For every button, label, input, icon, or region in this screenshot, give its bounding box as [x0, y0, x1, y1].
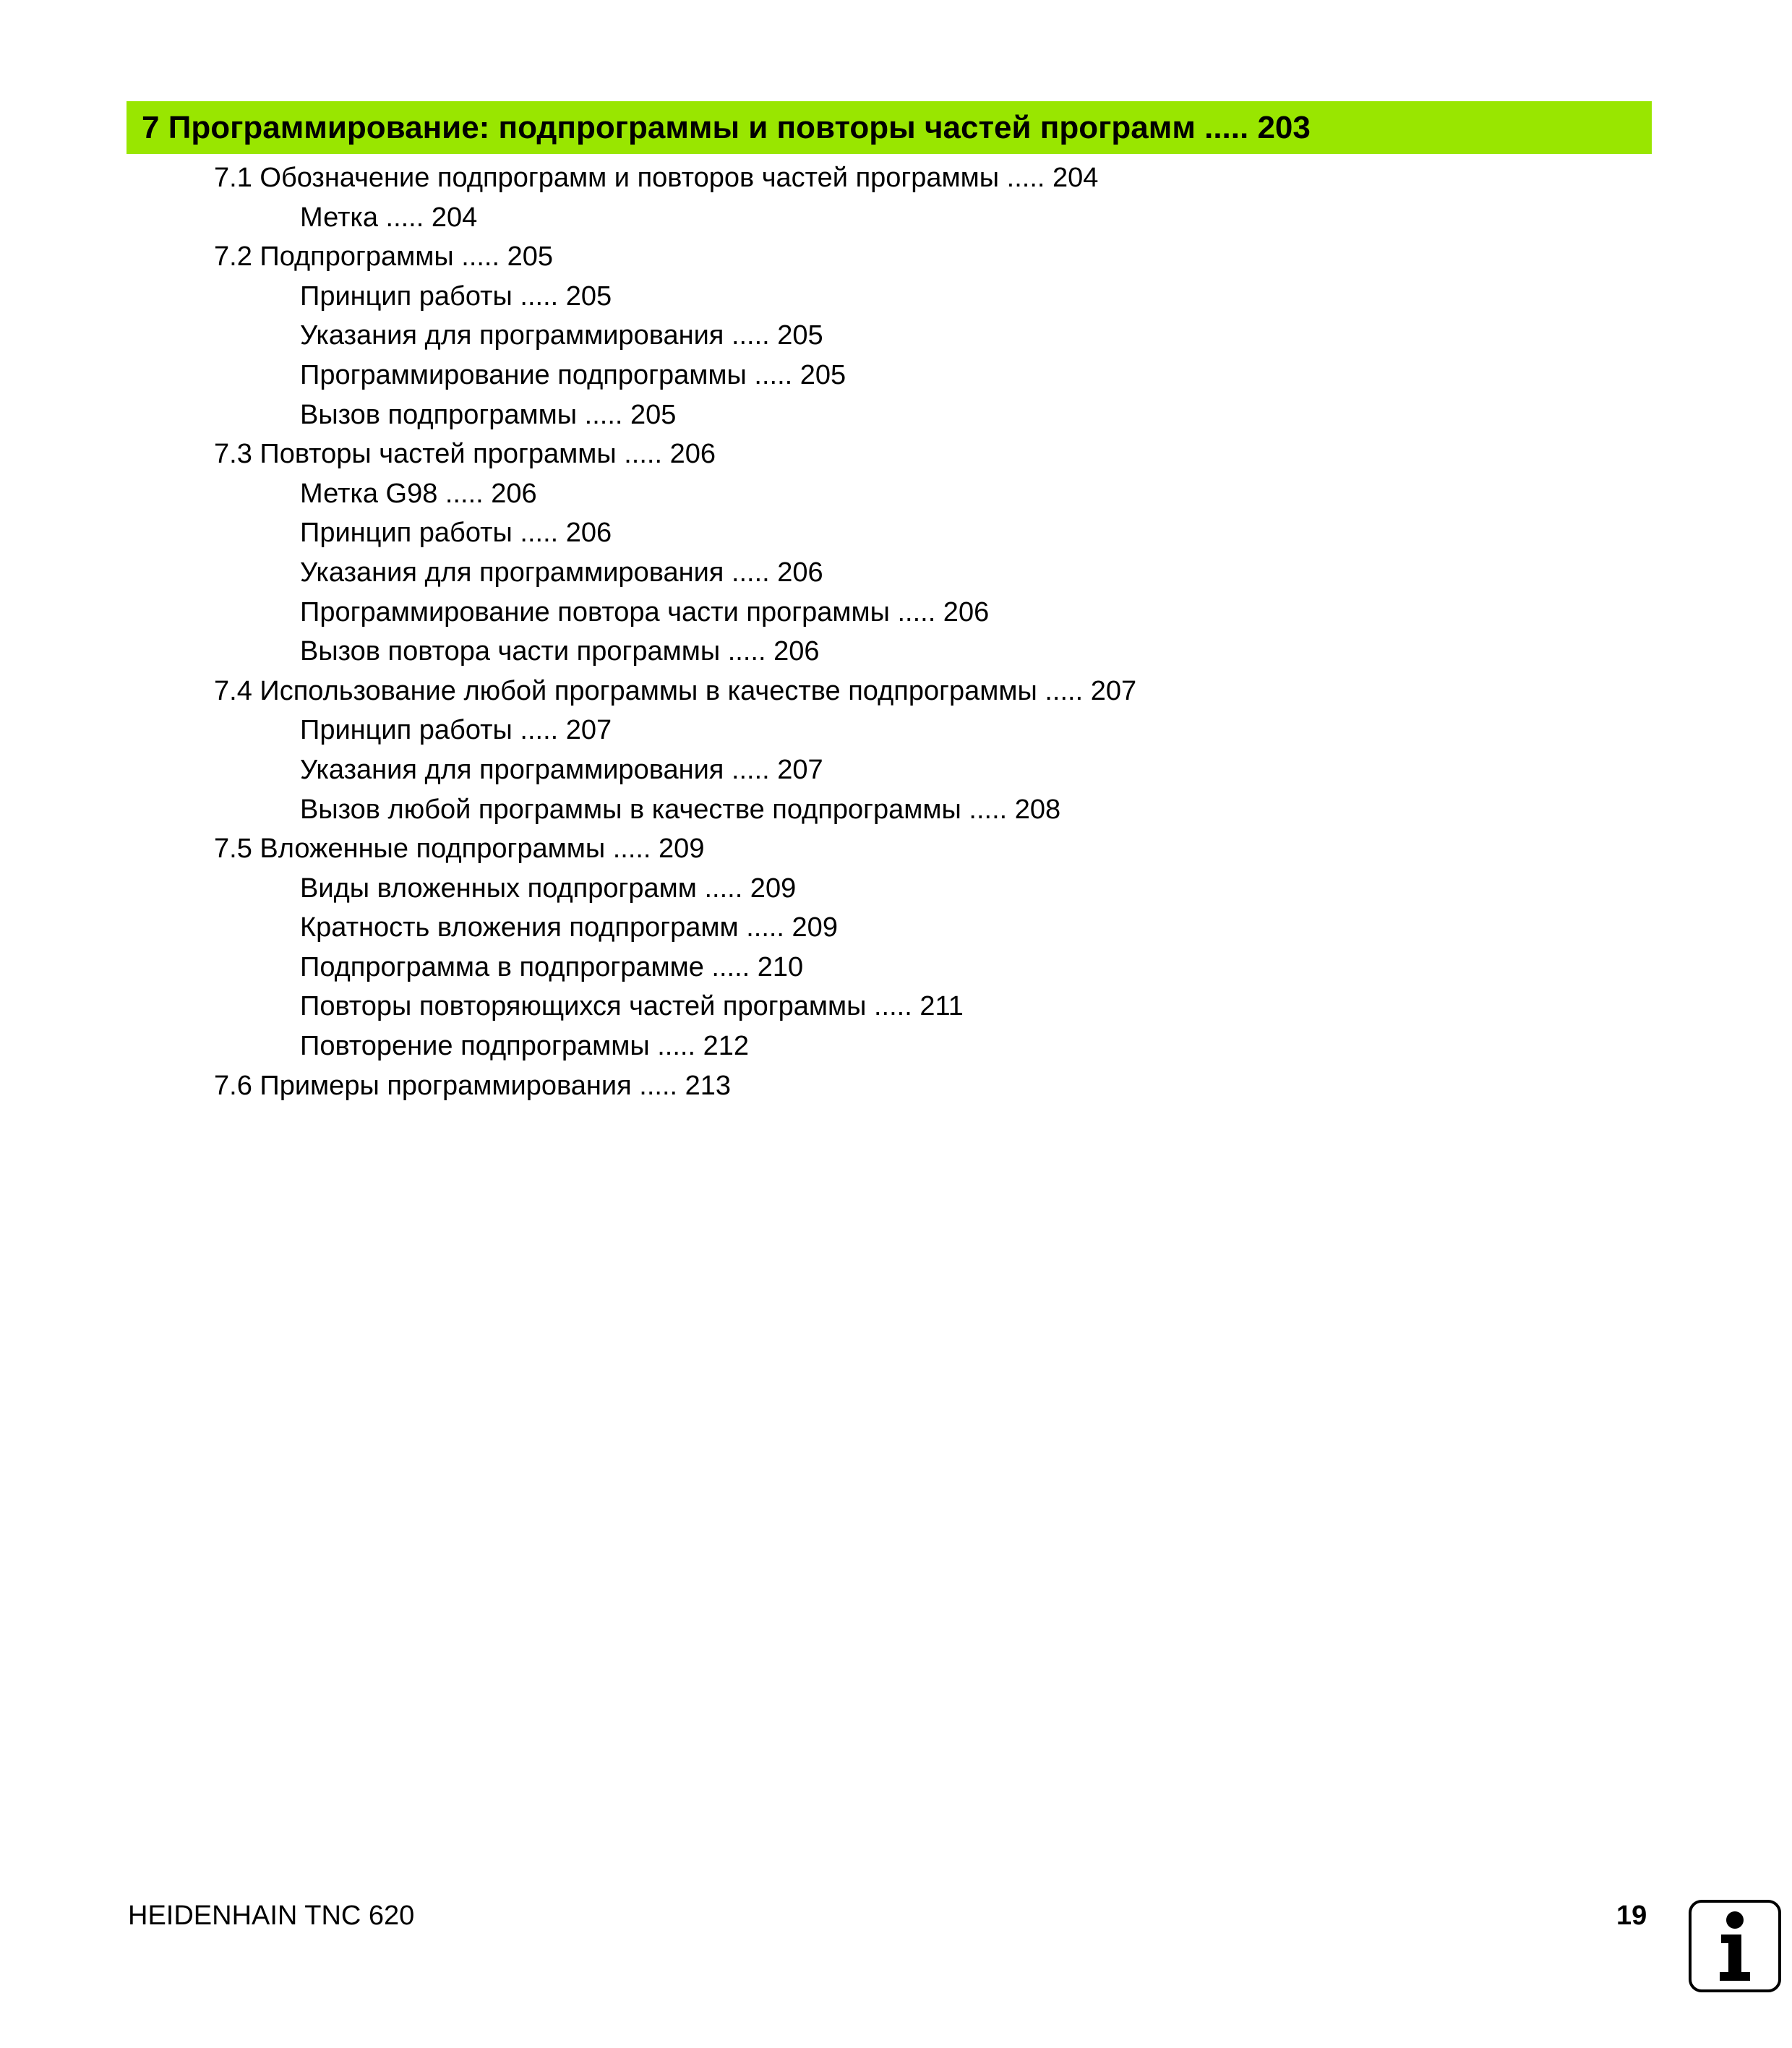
toc-subsection-entry[interactable]: Программирование подпрограммы ..... 205	[300, 359, 846, 390]
toc-section-entry[interactable]: 7.5 Вложенные подпрограммы ..... 209	[214, 834, 705, 865]
toc-subsection-entry[interactable]: Указания для программирования ..... 206	[300, 557, 823, 588]
toc-subsection-entry[interactable]: Подпрограмма в подпрограмме ..... 210	[300, 951, 804, 982]
toc-subsection-entry[interactable]: Повторение подпрограммы ..... 212	[300, 1031, 749, 1062]
toc-section-entry[interactable]: 7.3 Повторы частей программы ..... 206	[214, 439, 716, 470]
toc-subsection-entry[interactable]: Принцип работы ..... 205	[300, 280, 612, 312]
chapter-title[interactable]: 7 Программирование: подпрограммы и повторы частей программ ..... 203	[142, 110, 1311, 145]
info-icon[interactable]	[1688, 1899, 1782, 1993]
toc-subsection-entry[interactable]: Повторы повторяющихся частей программы ..... 211	[300, 991, 964, 1022]
toc-subsection-entry[interactable]: Программирование повтора части программы ..... 206	[300, 596, 990, 627]
toc-subsection-entry[interactable]: Вызов повтора части программы ..... 206	[300, 636, 820, 667]
toc-subsection-entry[interactable]: Указания для программирования ..... 205	[300, 320, 823, 351]
toc-subsection-entry[interactable]: Виды вложенных подпрограмм ..... 209	[300, 873, 797, 904]
toc-subsection-entry[interactable]: Вызов любой программы в качестве подпрограммы ..... 208	[300, 794, 1061, 825]
info-icon-graphic	[1688, 1899, 1782, 1993]
toc-section-entry[interactable]: 7.6 Примеры программирования ..... 213	[214, 1070, 732, 1101]
toc-section-entry[interactable]: 7.1 Обозначение подпрограмм и повторов частей программы ..... 204	[214, 163, 1099, 193]
footer-brand: HEIDENHAIN TNC 620	[128, 1901, 415, 1931]
toc-subsection-entry[interactable]: Вызов подпрограммы ..... 205	[300, 399, 677, 430]
toc-subsection-entry[interactable]: Принцип работы ..... 207	[300, 715, 612, 746]
table-of-contents	[0, 158, 1792, 1105]
toc-subsection-entry[interactable]: Метка ..... 204	[300, 202, 478, 233]
toc-subsection-entry[interactable]: Указания для программирования ..... 207	[300, 754, 823, 785]
toc-subsection-entry[interactable]: Метка G98 ..... 206	[300, 478, 537, 509]
toc-subsection-entry[interactable]: Кратность вложения подпрограмм ..... 209	[300, 912, 838, 943]
toc-subsection-entry[interactable]: Принцип работы ..... 206	[300, 518, 612, 549]
page-number: 19	[1616, 1901, 1647, 1931]
toc-section-entry[interactable]: 7.4 Использование любой программы в качестве подпрограммы ..... 207	[214, 675, 1137, 706]
toc-section-entry[interactable]: 7.2 Подпрограммы ..... 205	[214, 241, 554, 273]
